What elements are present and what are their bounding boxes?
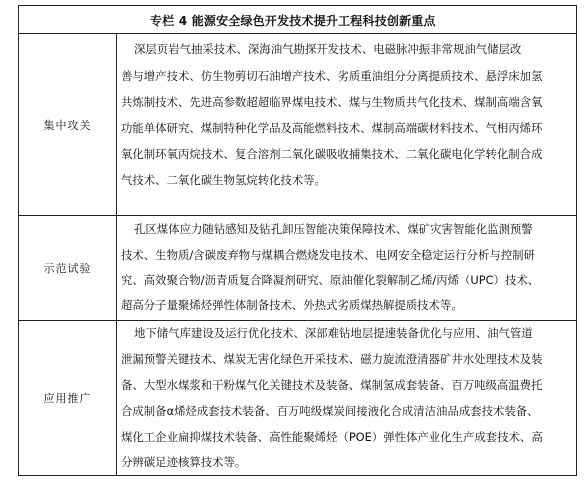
section-label: 示范试验	[19, 216, 117, 320]
section-label: 集中攻关	[19, 34, 117, 215]
text-line: 备、大型水煤浆和干粉煤气化关键技术及装备、煤制氢成套装备、百万吨级高温费托	[121, 378, 543, 392]
text-line: 技术、生物质/含碳废弃物与煤耦合燃烧发电技术、电网安全稳定运行分析与控制研	[121, 248, 535, 262]
text-line: 地下储气库建设及运行优化技术、深部难钻地层提速装备优化与应用、油气管道	[134, 326, 533, 340]
text-line: 氧化制环氧丙烷技术、复合溶剂二氧化碳吸收捕集技术、二氧化碳电化学转化制合成	[121, 147, 543, 161]
box-title: 专栏 4 能源安全绿色开发技术提升工程科技创新重点	[150, 14, 436, 28]
section-row-promotion	[19, 321, 576, 475]
text-line: 究、高效聚合物/沥青质复合降凝剂研究、原油催化裂解制乙烯/丙烯（UPC）技术、	[121, 273, 540, 287]
text-line: 泄漏预警关键技术、煤炭无害化绿色开采技术、磁力旋流澄清器矿井水处理技术及装	[121, 352, 543, 366]
section-content	[118, 321, 576, 475]
text-line: 孔区煤体应力随钻感知及钻孔卸压智能决策保障技术、煤矿灾害智能化监测预警	[134, 222, 533, 236]
text-line: 合成制备α烯烃成套技术装备、百万吨级煤炭间接液化合成清洁油品成套技术装备、	[121, 404, 539, 418]
section-content	[118, 216, 576, 320]
text-line: 煤化工企业扁抑煤技术装备、高性能聚烯烃（POE）弹性体产业化生产成套技术、高	[121, 430, 543, 444]
text-line: 深层页岩气抽采技术、深海油气勘探开发技术、电磁脉冲振非常规油气储层改	[134, 42, 522, 56]
section-content	[118, 34, 576, 215]
text-line: 善与增产技术、仿生物剪切石油增产技术、劣质重油组分分离提质技术、悬浮床加氢	[121, 69, 543, 83]
title-row	[19, 6, 576, 34]
text-line: 分辨碳足迹核算技术等。	[121, 455, 247, 469]
section-row-demonstration	[19, 216, 576, 321]
text-line: 气技术、二氧化碳生物氢烷转化技术等。	[121, 173, 327, 187]
text-line: 功能单体研究、煤制特种化学品及高能燃料技术、煤制高端碳材料技术、气相丙烯环	[121, 121, 543, 135]
section-label: 应用推广	[19, 321, 117, 475]
feature-box	[18, 5, 577, 476]
section-row-key-research	[19, 34, 576, 216]
text-line: 共炼制技术、先进高参数超超临界煤电技术、煤与生物质共气化技术、煤制高端含氧	[121, 95, 543, 109]
text-line: 超高分子量聚烯烃弹性体制备技术、外热式劣质煤热解提质技术等。	[121, 298, 463, 312]
